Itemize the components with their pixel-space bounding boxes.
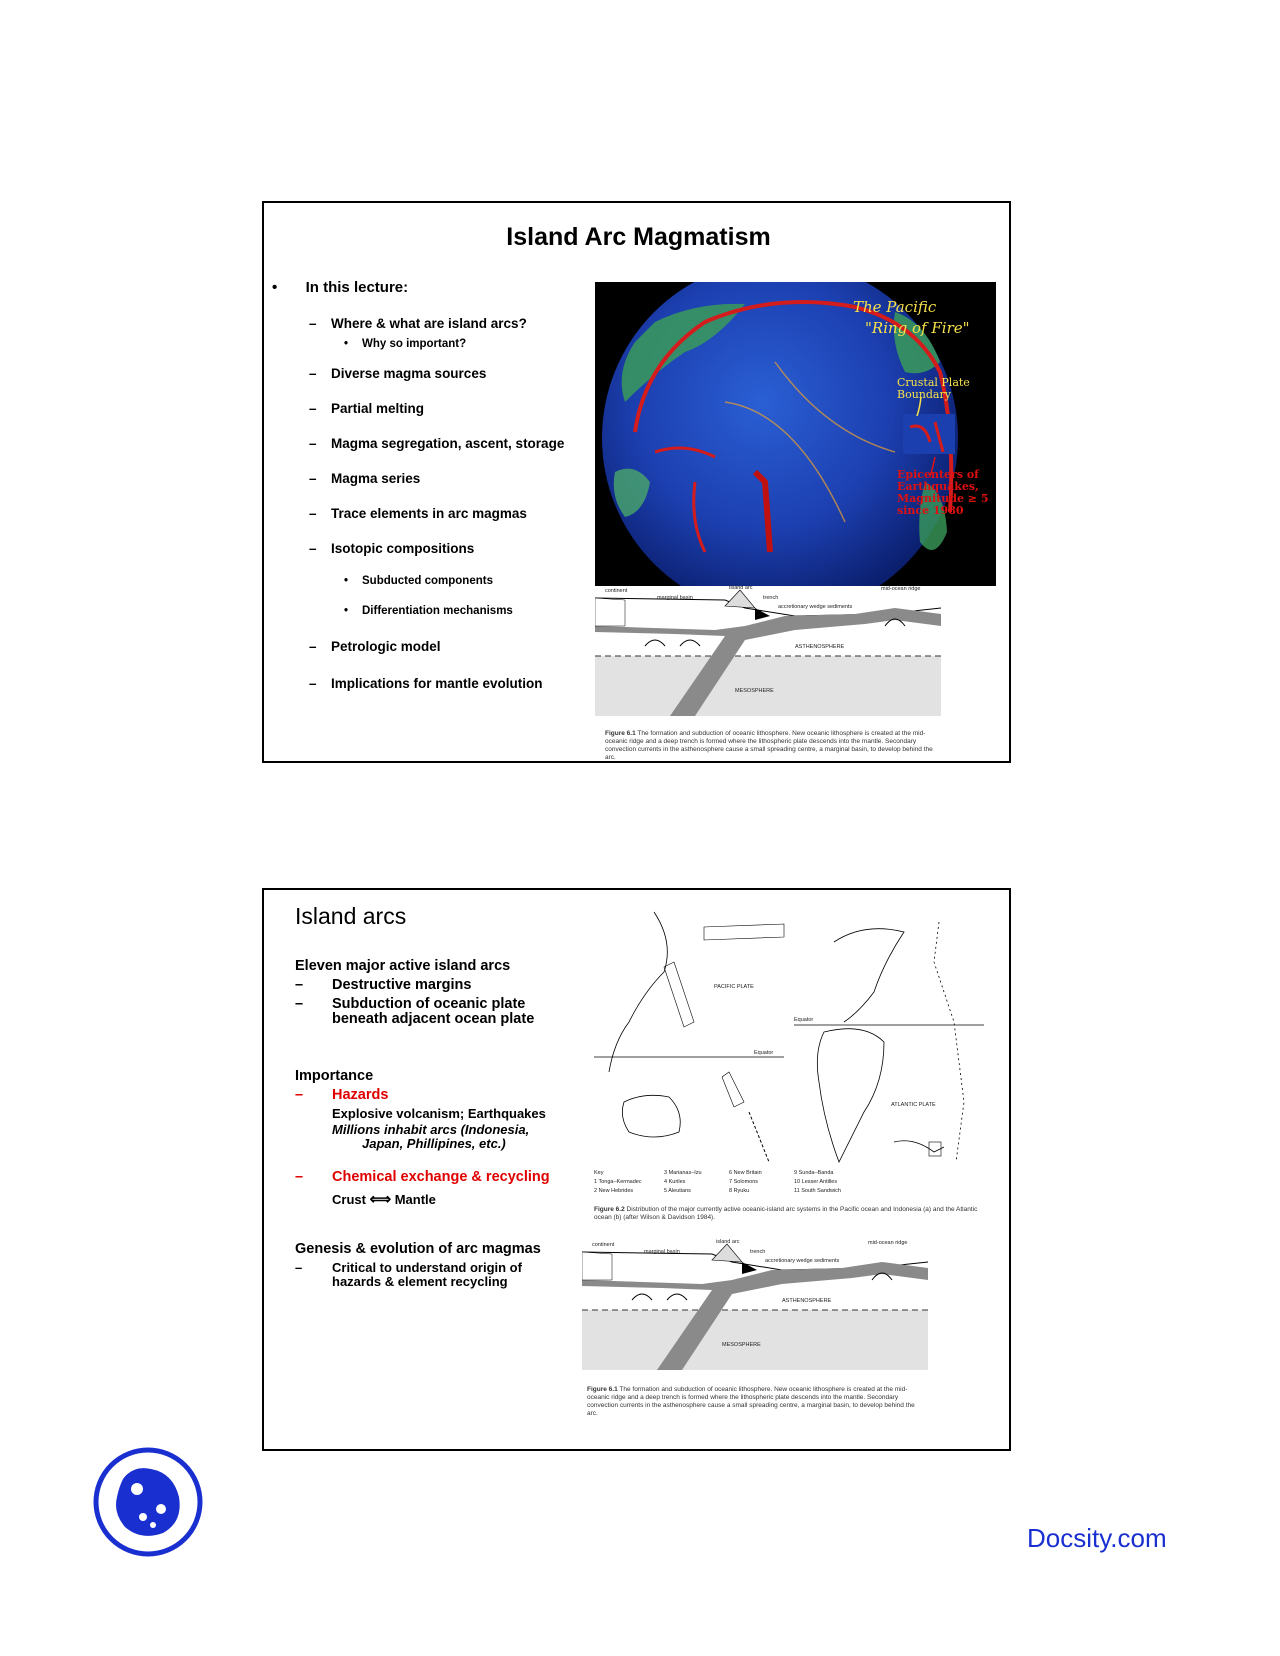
label-asthenosphere: ASTHENOSPHERE bbox=[782, 1298, 832, 1304]
list-item bbox=[309, 471, 420, 486]
list-item-chemical bbox=[295, 1169, 550, 1185]
new-hebrides-arc bbox=[722, 1072, 744, 1107]
label-text: arc bbox=[744, 585, 753, 591]
item-text: Why so important? bbox=[362, 338, 467, 350]
item-text: Subduction of oceanic plate bbox=[332, 996, 526, 1012]
legend-epicenters bbox=[897, 469, 988, 517]
convection-arrows bbox=[645, 640, 700, 646]
key-entry: 7 Solomons bbox=[729, 1179, 759, 1185]
intro-text: In this lecture: bbox=[305, 279, 409, 296]
item-text: Partial melting bbox=[331, 401, 425, 416]
dash-marker: – bbox=[309, 506, 317, 521]
label-equator: Equator bbox=[754, 1050, 774, 1056]
item-text: Critical to understand origin of bbox=[332, 1260, 522, 1275]
label-text: arc bbox=[731, 1239, 740, 1245]
tonga-kermadec-arc bbox=[749, 1112, 769, 1162]
legend-text: since 1980 bbox=[897, 504, 964, 517]
label-asthenosphere: ASTHENOSPHERE bbox=[795, 644, 845, 650]
dash-marker: – bbox=[295, 996, 304, 1012]
item-text: Subducted components bbox=[362, 575, 493, 587]
label-marginal-basin: marginal basin bbox=[644, 1249, 680, 1255]
subduction-diagram bbox=[595, 586, 941, 726]
section-heading: Eleven major active island arcs bbox=[295, 958, 511, 974]
label-text: mid-ocean bbox=[868, 1240, 894, 1246]
list-item bbox=[295, 1260, 522, 1275]
key-entry: 11 South Sandwich bbox=[794, 1188, 841, 1194]
label-trench: trench bbox=[750, 1249, 766, 1255]
island-arc-volcano bbox=[712, 1244, 742, 1262]
slide-island-arcs bbox=[262, 888, 1011, 1451]
list-subitem bbox=[344, 575, 493, 587]
label-trench: trench bbox=[763, 595, 779, 601]
item-text: Diverse magma sources bbox=[331, 366, 487, 381]
label-island-arc bbox=[716, 1239, 740, 1245]
caption-label: Figure 6.2 bbox=[594, 1206, 625, 1213]
dash-marker: – bbox=[295, 1169, 304, 1185]
dash-marker: – bbox=[309, 541, 317, 556]
caption-label: Figure 6.1 bbox=[605, 730, 636, 737]
item-text: Chemical exchange & recycling bbox=[332, 1169, 550, 1185]
list-item bbox=[309, 316, 527, 331]
list-item bbox=[295, 996, 525, 1012]
trench-wedge bbox=[742, 1262, 757, 1274]
label-marginal-basin: marginal basin bbox=[657, 595, 693, 601]
bullet-marker: • bbox=[344, 605, 349, 617]
section-heading: Importance bbox=[295, 1068, 374, 1084]
asthenosphere-layer bbox=[595, 656, 941, 716]
label-continent: continent bbox=[605, 588, 628, 594]
docsity-link[interactable]: Docsity.com bbox=[1027, 1523, 1167, 1553]
crust-text: Crust bbox=[332, 1192, 366, 1207]
item-continuation: beneath adjacent ocean plate bbox=[332, 1011, 535, 1027]
list-item-hazards bbox=[295, 1087, 388, 1103]
dash-marker: – bbox=[295, 1087, 304, 1103]
bullet-marker: • bbox=[272, 279, 278, 296]
label-sediments: accretionary wedge sediments bbox=[765, 1258, 840, 1264]
bullet-marker: • bbox=[344, 575, 349, 587]
label-mesosphere: MESOSPHERE bbox=[735, 688, 774, 694]
item-text: Implications for mantle evolution bbox=[331, 676, 543, 691]
label-continent: continent bbox=[592, 1242, 615, 1248]
continent-block bbox=[582, 1252, 612, 1280]
dash-marker: – bbox=[309, 366, 317, 381]
list-item bbox=[309, 676, 543, 691]
list-item bbox=[309, 639, 441, 654]
key-entry: 9 Sunda–Banda bbox=[794, 1170, 834, 1176]
legend-text: Boundary bbox=[897, 388, 951, 401]
globe-title-line2: "Ring of Fire" bbox=[865, 319, 970, 337]
mantle-text: Mantle bbox=[394, 1192, 436, 1207]
label-mid-ocean-ridge bbox=[868, 1240, 907, 1246]
ring-of-fire-image bbox=[595, 282, 996, 586]
south-sandwich-arc bbox=[894, 1141, 944, 1152]
north-america-coastline bbox=[834, 929, 904, 1022]
south-america-outline bbox=[817, 1029, 884, 1162]
key-entry: 8 Ryuku bbox=[729, 1188, 750, 1194]
caption-text: The formation and subduction of oceanic lithosphere. New oceanic lithosphere is created at the mid-oceanic ridge and a deep trench is formed where the lithospheric plate descends into the mantle. Secondary convection currents in the asthenosphere cause a small spreading centre, a marginal basin, to develop behind the arc. bbox=[587, 1386, 915, 1417]
legend-text: Earthquakes, bbox=[897, 480, 979, 493]
convection-arrows bbox=[632, 1294, 687, 1300]
figure-6-1-caption bbox=[587, 1386, 923, 1418]
key-entry: 5 Aleutians bbox=[664, 1188, 691, 1194]
key-entry: 6 New Britain bbox=[729, 1170, 762, 1176]
label-sediments: accretionary wedge sediments bbox=[778, 604, 853, 610]
slide-title: Island arcs bbox=[295, 903, 407, 929]
aleutians-arc bbox=[704, 924, 784, 940]
dash-marker: – bbox=[309, 401, 317, 416]
label-equator: Equator bbox=[794, 1017, 814, 1023]
figure-6-1-caption bbox=[605, 730, 935, 762]
slide-island-arc-magmatism bbox=[262, 201, 1011, 763]
island-arc-volcano bbox=[725, 590, 755, 608]
subduction-diagram bbox=[582, 1240, 928, 1380]
legend-plate-boundary bbox=[897, 377, 970, 401]
slide-title: Island Arc Magmatism bbox=[506, 223, 771, 251]
key-title: Key bbox=[594, 1170, 604, 1176]
legend-text: Epicenters of bbox=[897, 468, 979, 481]
item-text: Petrologic model bbox=[331, 639, 441, 654]
trench-wedge bbox=[755, 608, 770, 620]
double-arrow-icon: ⟺ bbox=[369, 1191, 392, 1208]
label-text: island bbox=[729, 585, 744, 591]
dash-marker: – bbox=[309, 436, 317, 451]
caption-label: Figure 6.1 bbox=[587, 1386, 618, 1393]
list-subitem bbox=[344, 338, 466, 350]
label-text: island bbox=[716, 1239, 731, 1245]
key-entry: 3 Marianas–Izu bbox=[664, 1170, 702, 1176]
label-text: ridge bbox=[895, 1240, 908, 1246]
continent-block bbox=[595, 598, 625, 626]
hazards-detail: Japan, Phillipines, etc.) bbox=[362, 1136, 506, 1151]
item-text: Isotopic compositions bbox=[331, 541, 475, 556]
key-entry: 2 New Hebrides bbox=[594, 1188, 634, 1194]
dash-marker: – bbox=[295, 977, 304, 993]
asthenosphere-layer bbox=[582, 1310, 928, 1370]
dash-marker: – bbox=[309, 316, 317, 331]
hazards-detail: Millions inhabit arcs (Indonesia, bbox=[332, 1122, 530, 1137]
dash-marker: – bbox=[309, 471, 317, 486]
docsity-logo[interactable] bbox=[93, 1447, 203, 1557]
section-heading: Genesis & evolution of arc magmas bbox=[295, 1241, 541, 1257]
item-text: Hazards bbox=[332, 1087, 389, 1103]
label-mesosphere: MESOSPHERE bbox=[722, 1342, 761, 1348]
label-mid-ocean-ridge bbox=[881, 586, 920, 592]
bullet-marker: • bbox=[344, 338, 349, 350]
item-text: Magma series bbox=[331, 471, 421, 486]
key-entry: 10 Lesser Antilles bbox=[794, 1179, 838, 1185]
globe-title-line1: The Pacific bbox=[853, 298, 937, 316]
figure-6-1-diagram bbox=[595, 586, 941, 760]
mid-atlantic-ridge bbox=[934, 922, 964, 1162]
item-text: Destructive margins bbox=[332, 977, 472, 993]
dash-marker: – bbox=[295, 1260, 303, 1275]
item-text: Where & what are island arcs? bbox=[331, 316, 527, 331]
item-text: Magma segregation, ascent, storage bbox=[331, 436, 565, 451]
asia-coastline bbox=[609, 912, 667, 1072]
island-arc-map bbox=[584, 902, 988, 1182]
label-atlantic-plate: ATLANTIC PLATE bbox=[891, 1102, 936, 1108]
list-item bbox=[309, 366, 486, 381]
figure-6-2-map bbox=[584, 902, 988, 1230]
item-continuation: hazards & element recycling bbox=[332, 1274, 508, 1289]
item-text: Differentiation mechanisms bbox=[362, 605, 513, 617]
label-text: ridge bbox=[908, 586, 921, 592]
hazards-detail: Explosive volcanism; Earthquakes bbox=[332, 1106, 546, 1121]
legend-inset bbox=[903, 414, 955, 454]
legend-text: Magnitude ≥ 5 bbox=[897, 492, 989, 505]
docsity-logo-icon bbox=[93, 1447, 203, 1557]
key-entry: 4 Kuriles bbox=[664, 1179, 686, 1185]
item-text: Trace elements in arc magmas bbox=[331, 506, 527, 521]
label-text: mid-ocean bbox=[881, 586, 907, 592]
intro-line bbox=[272, 279, 408, 296]
list-item bbox=[309, 506, 527, 521]
list-item bbox=[309, 401, 424, 416]
list-item bbox=[295, 977, 471, 993]
marianas-arc bbox=[664, 962, 694, 1027]
dash-marker: – bbox=[309, 676, 317, 691]
caption-text: The formation and subduction of oceanic lithosphere. New oceanic lithosphere is created at the mid-oceanic ridge and a deep trench is formed where the lithospheric plate descends into the mantle. Secondary convection currents in the asthenosphere cause a small spreading centre, a marginal basin, to develop behind the arc. bbox=[605, 730, 933, 761]
list-item bbox=[309, 541, 474, 556]
australia-outline bbox=[622, 1095, 680, 1137]
list-item bbox=[309, 436, 564, 451]
figure-6-1-diagram bbox=[582, 1240, 928, 1415]
figure-6-2-caption bbox=[594, 1206, 986, 1222]
key-entry: 1 Tonga–Kermadec bbox=[594, 1179, 642, 1185]
label-island-arc bbox=[729, 585, 753, 591]
label-pacific-plate: PACIFIC PLATE bbox=[714, 984, 754, 990]
legend-text: Crustal Plate bbox=[897, 376, 970, 389]
caption-text: Distribution of the major currently active oceanic-island arc systems in the Pacific ocean and Indonesia (a) and the Atlantic ocean (b) (after Wilson & Davidson 1984). bbox=[594, 1206, 978, 1221]
list-subitem bbox=[344, 605, 513, 617]
crust-mantle-line bbox=[332, 1190, 436, 1208]
dash-marker: – bbox=[309, 639, 317, 654]
